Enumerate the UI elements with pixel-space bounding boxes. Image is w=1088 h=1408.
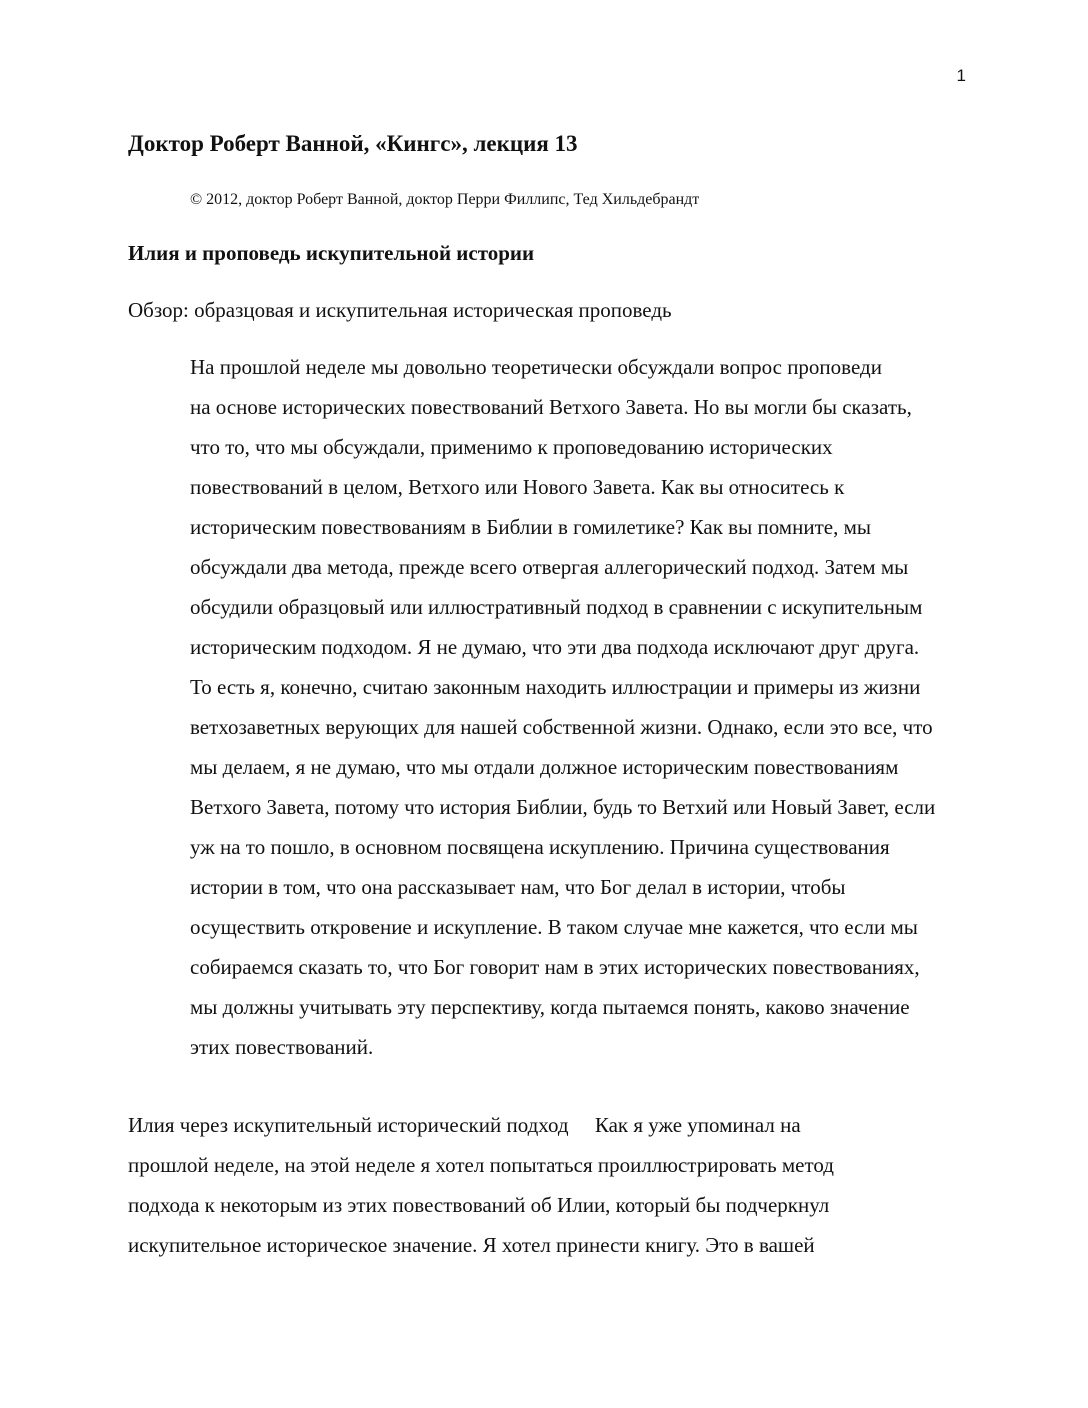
paragraph-line: уж на то пошло, в основном посвящена искуплению. Причина существования (190, 835, 890, 859)
paragraph-line: На прошлой неделе мы довольно теоретически обсуждали вопрос проповеди (190, 355, 882, 379)
paragraph-line: подхода к некоторым из этих повествований об Илии, который бы подчеркнул (128, 1193, 830, 1217)
paragraph-line: что то, что мы обсуждали, применимо к проповедованию исторических (190, 435, 833, 459)
body-paragraph-1 (128, 347, 958, 1067)
paragraph-line: ветхозаветных верующих для нашей собственной жизни. Однако, если это все, что (190, 715, 933, 739)
inline-subheading: Илия через искупительный исторический подход (128, 1113, 569, 1137)
body-paragraph-2 (128, 1105, 958, 1265)
overview-line: Обзор: образцовая и искупительная историческая проповедь (128, 298, 672, 322)
paragraph-line: мы должны учитывать эту перспективу, когда пытаемся понять, каково значение (190, 995, 910, 1019)
paragraph-line: обсудили образцовый или иллюстративный подход в сравнении с искупительным (190, 595, 923, 619)
section-heading: Илия и проповедь искупительной истории (128, 241, 535, 265)
paragraph-line: историческим повествованиям в Библии в гомилетике? Как вы помните, мы (190, 515, 871, 539)
paragraph-line: обсуждали два метода, прежде всего отвергая аллегорический подход. Затем мы (190, 555, 909, 579)
paragraph-line: повествований в целом, Ветхого или Нового Завета. Как вы относитесь к (190, 475, 845, 499)
paragraph-line-text: Как я уже упоминал на (594, 1113, 801, 1137)
paragraph-line: Ветхого Завета, потому что история Библии, будь то Ветхий или Новый Завет, если (190, 795, 936, 819)
page-number: 1 (956, 66, 966, 85)
paragraph-line: этих повествований. (190, 1035, 374, 1059)
paragraph-line: мы делаем, я не думаю, что мы отдали должное историческим повествованиям (190, 755, 899, 779)
copyright-notice: © 2012, доктор Роберт Ванной, доктор Перри Филлипс, Тед Хильдебрандт (190, 191, 700, 208)
paragraph-line: историческим подходом. Я не думаю, что эти два подхода исключают друг друга. (190, 635, 920, 659)
paragraph-line: осуществить откровение и искупление. В таком случае мне кажется, что если мы (190, 915, 918, 939)
paragraph-first-line (128, 1105, 958, 1145)
paragraph-line: собираемся сказать то, что Бог говорит нам в этих исторических повествованиях, (190, 955, 920, 979)
paragraph-line: истории в том, что она рассказывает нам, что Бог делал в истории, чтобы (190, 875, 846, 899)
paragraph-line: искупительное историческое значение. Я хотел принести книгу. Это в вашей (128, 1233, 815, 1257)
paragraph-line: на основе исторических повествований Ветхого Завета. Но вы могли бы сказать, (190, 395, 912, 419)
paragraph-line: То есть я, конечно, считаю законным находить иллюстрации и примеры из жизни (190, 675, 921, 699)
paragraph-line: прошлой неделе, на этой неделе я хотел попытаться проиллюстрировать метод (128, 1153, 834, 1177)
page-title: Доктор Роберт Ванной, «Кингс», лекция 13 (128, 131, 578, 156)
